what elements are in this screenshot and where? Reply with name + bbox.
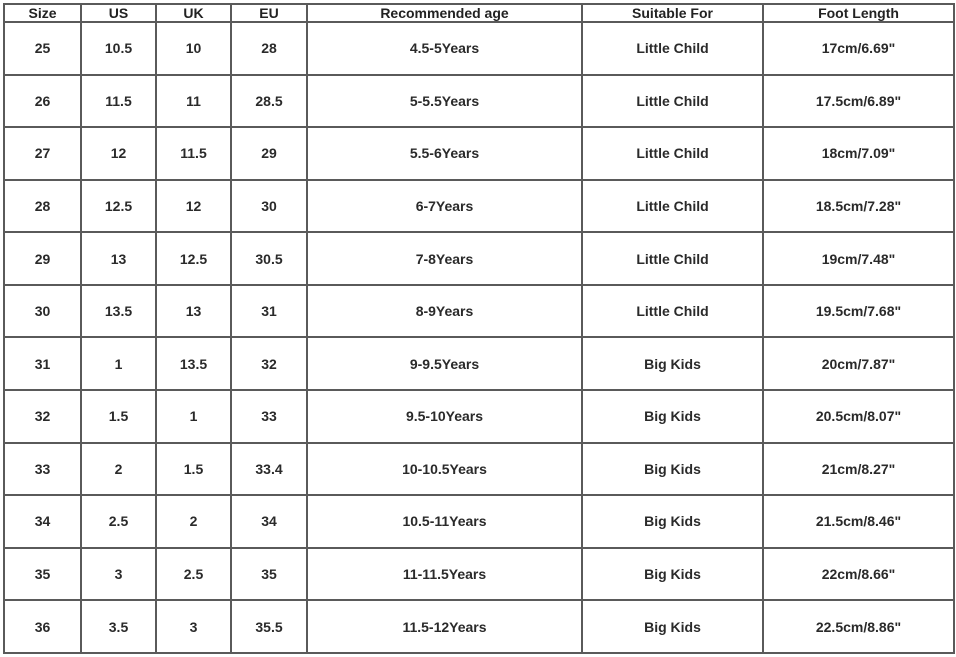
cell-suitable-for: Big Kids (582, 600, 763, 653)
cell-uk: 13.5 (156, 337, 231, 390)
cell-us: 13 (81, 232, 156, 285)
cell-size: 28 (4, 180, 81, 233)
cell-recommended-age: 5.5-6Years (307, 127, 582, 180)
cell-eu: 28.5 (231, 75, 307, 128)
cell-foot-length: 20.5cm/8.07" (763, 390, 954, 443)
cell-suitable-for: Big Kids (582, 443, 763, 496)
header-recommended-age: Recommended age (307, 4, 582, 22)
cell-size: 26 (4, 75, 81, 128)
cell-size: 25 (4, 22, 81, 75)
cell-size: 34 (4, 495, 81, 548)
cell-size: 30 (4, 285, 81, 338)
cell-suitable-for: Little Child (582, 180, 763, 233)
cell-foot-length: 22cm/8.66" (763, 548, 954, 601)
header-eu: EU (231, 4, 307, 22)
cell-us: 10.5 (81, 22, 156, 75)
cell-suitable-for: Big Kids (582, 548, 763, 601)
cell-eu: 31 (231, 285, 307, 338)
cell-uk: 1 (156, 390, 231, 443)
cell-us: 2.5 (81, 495, 156, 548)
table-body (4, 22, 954, 653)
cell-uk: 3 (156, 600, 231, 653)
cell-suitable-for: Little Child (582, 75, 763, 128)
table-row (4, 337, 954, 390)
cell-eu: 32 (231, 337, 307, 390)
cell-us: 13.5 (81, 285, 156, 338)
cell-recommended-age: 5-5.5Years (307, 75, 582, 128)
cell-eu: 35 (231, 548, 307, 601)
cell-uk: 11 (156, 75, 231, 128)
cell-eu: 30 (231, 180, 307, 233)
cell-size: 32 (4, 390, 81, 443)
cell-foot-length: 18cm/7.09" (763, 127, 954, 180)
cell-foot-length: 19cm/7.48" (763, 232, 954, 285)
cell-eu: 33.4 (231, 443, 307, 496)
cell-size: 29 (4, 232, 81, 285)
cell-foot-length: 19.5cm/7.68" (763, 285, 954, 338)
cell-recommended-age: 10.5-11Years (307, 495, 582, 548)
table-row (4, 22, 954, 75)
cell-uk: 12 (156, 180, 231, 233)
cell-suitable-for: Little Child (582, 232, 763, 285)
table-row (4, 285, 954, 338)
cell-uk: 12.5 (156, 232, 231, 285)
cell-recommended-age: 11-11.5Years (307, 548, 582, 601)
cell-recommended-age: 8-9Years (307, 285, 582, 338)
table-row (4, 548, 954, 601)
cell-recommended-age: 4.5-5Years (307, 22, 582, 75)
cell-eu: 34 (231, 495, 307, 548)
table-row (4, 390, 954, 443)
cell-uk: 2 (156, 495, 231, 548)
header-us: US (81, 4, 156, 22)
cell-us: 2 (81, 443, 156, 496)
cell-foot-length: 17.5cm/6.89" (763, 75, 954, 128)
cell-suitable-for: Big Kids (582, 390, 763, 443)
cell-uk: 11.5 (156, 127, 231, 180)
cell-us: 12 (81, 127, 156, 180)
cell-foot-length: 20cm/7.87" (763, 337, 954, 390)
cell-eu: 29 (231, 127, 307, 180)
cell-size: 31 (4, 337, 81, 390)
cell-us: 3.5 (81, 600, 156, 653)
table-row (4, 75, 954, 128)
cell-eu: 35.5 (231, 600, 307, 653)
cell-recommended-age: 10-10.5Years (307, 443, 582, 496)
cell-foot-length: 22.5cm/8.86" (763, 600, 954, 653)
cell-recommended-age: 7-8Years (307, 232, 582, 285)
table-row (4, 127, 954, 180)
cell-recommended-age: 9.5-10Years (307, 390, 582, 443)
cell-eu: 28 (231, 22, 307, 75)
header-row (4, 4, 954, 22)
cell-size: 27 (4, 127, 81, 180)
cell-suitable-for: Little Child (582, 285, 763, 338)
cell-us: 1 (81, 337, 156, 390)
cell-foot-length: 21.5cm/8.46" (763, 495, 954, 548)
table-row (4, 600, 954, 653)
cell-uk: 13 (156, 285, 231, 338)
cell-eu: 33 (231, 390, 307, 443)
cell-uk: 1.5 (156, 443, 231, 496)
cell-size: 36 (4, 600, 81, 653)
cell-us: 12.5 (81, 180, 156, 233)
cell-us: 1.5 (81, 390, 156, 443)
cell-size: 35 (4, 548, 81, 601)
cell-foot-length: 18.5cm/7.28" (763, 180, 954, 233)
cell-recommended-age: 6-7Years (307, 180, 582, 233)
size-chart-table (3, 3, 955, 654)
table-row (4, 180, 954, 233)
header-size: Size (4, 4, 81, 22)
cell-foot-length: 17cm/6.69" (763, 22, 954, 75)
cell-uk: 10 (156, 22, 231, 75)
header-foot-length: Foot Length (763, 4, 954, 22)
cell-us: 11.5 (81, 75, 156, 128)
header-uk: UK (156, 4, 231, 22)
table-row (4, 232, 954, 285)
cell-suitable-for: Big Kids (582, 337, 763, 390)
table-row (4, 495, 954, 548)
table-row (4, 443, 954, 496)
cell-suitable-for: Little Child (582, 22, 763, 75)
cell-recommended-age: 11.5-12Years (307, 600, 582, 653)
cell-recommended-age: 9-9.5Years (307, 337, 582, 390)
cell-suitable-for: Little Child (582, 127, 763, 180)
cell-suitable-for: Big Kids (582, 495, 763, 548)
cell-size: 33 (4, 443, 81, 496)
cell-uk: 2.5 (156, 548, 231, 601)
header-suitable-for: Suitable For (582, 4, 763, 22)
cell-us: 3 (81, 548, 156, 601)
cell-foot-length: 21cm/8.27" (763, 443, 954, 496)
cell-eu: 30.5 (231, 232, 307, 285)
